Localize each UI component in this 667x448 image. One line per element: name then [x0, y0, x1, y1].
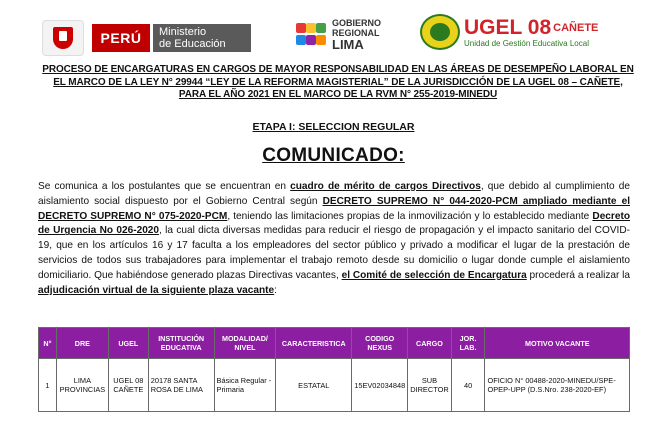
- table-header-cell: N°: [39, 328, 57, 359]
- table-cell: OFICIO N° 00488-2020-MINEDU/SPE-OPEP-UPP (D.S.Nro. 238-2020-EF): [485, 359, 630, 412]
- gobierno-regional-logo: [296, 18, 381, 51]
- table-cell: ESTATAL: [276, 359, 352, 412]
- ugel-text: [464, 17, 598, 48]
- body-bold-1: cuadro de mérito de cargos Directivos: [290, 181, 481, 192]
- table-cell: UGEL 08 CAÑETE: [108, 359, 148, 412]
- etapa-title: ETAPA I: SELECCION REGULAR: [252, 121, 415, 133]
- table-header-cell: DRE: [56, 328, 108, 359]
- table-row: [39, 359, 630, 412]
- body-bold-2: DECRETO SUPREMO N° 044-2020-PCM ampliado mediante el DECRETO SUPREMO N° 075-2020-PCM: [38, 195, 630, 222]
- gobierno-regional-icon: [296, 23, 326, 47]
- table-header-cell: CARGO: [408, 328, 451, 359]
- table-cell: Básica Regular - Primaria: [214, 359, 276, 412]
- table-cell: SUB DIRECTOR: [408, 359, 451, 412]
- body-text-4: , la cual dicta diversas medidas para reducir el riesgo de propagación y el impacto sanitario del COVID-19, que en los artículos 16 y 17 faculta a los empleadores del sector público y privado a modificar el lugar de la prestación de servicios de todos sus trabajadores para implementar el trabajo remoto desde su domicilio o lugar donde cumple el aislamiento domiciliario. Que habiéndose generado plazas Directivas vacantes,: [38, 225, 631, 281]
- table-cell: 1: [39, 359, 57, 412]
- ugel-title-main: UGEL 08: [464, 15, 552, 39]
- comunicado-title: COMUNICADO:: [262, 145, 405, 166]
- header-logos: [0, 0, 667, 60]
- table-header-cell: UGEL: [108, 328, 148, 359]
- body-paragraph: [38, 180, 630, 298]
- table-cell: LIMA PROVINCIAS: [56, 359, 108, 412]
- body-text-3: , teniendo las limitaciones propias de la inmovilización y lo establecido mediante: [227, 210, 593, 222]
- ugel-logo: [420, 14, 598, 50]
- ministerio-line1: Ministerio: [159, 26, 207, 38]
- vacancy-table: [38, 327, 630, 412]
- table-header-row: [39, 328, 630, 359]
- ugel-seal-icon: [420, 14, 460, 50]
- ministerio-label: [153, 24, 251, 52]
- ugel-subtitle: Unidad de Gestión Educativa Local: [464, 38, 589, 48]
- table-cell: 15EV02034848: [352, 359, 408, 412]
- table-cell: 20178 SANTA ROSA DE LIMA: [148, 359, 214, 412]
- body-text-2: , que debido al cumplimiento de aislamiento social dispuesto por el Gobierno Central según: [38, 181, 630, 207]
- body-text-5: procederá a realizar la: [526, 269, 631, 281]
- gobierno-line2: REGIONAL: [332, 28, 380, 38]
- table-header-cell: MOTIVO VACANTE: [485, 328, 630, 359]
- ugel-title-suffix: CAÑETE: [553, 21, 599, 34]
- document-heading: PROCESO DE ENCARGATURAS EN CARGOS DE MAYOR RESPONSABILIDAD EN LAS ÁREAS DE DESEMPEÑO LABORAL EN EL MARCO DE LA LEY N° 29944 “LEY DE LA REFORMA MAGISTERIAL” DE LA JURISDICCIÓN DE LA UGEL 08 – CAÑETE, PARA EL AÑO 2021 EN EL MARCO DE LA RVM N° 255-2019-MINEDU: [42, 64, 634, 100]
- body-bold-5: adjudicación virtual de la siguiente plaza vacante: [38, 284, 275, 296]
- table-header-cell: CODIGO NEXUS: [352, 328, 408, 359]
- table-header-cell: JOR. LAB.: [451, 328, 485, 359]
- gobierno-line3: LIMA: [332, 37, 364, 52]
- table-cell: 40: [451, 359, 485, 412]
- body-text-1: Se comunica a los postulantes que se encuentran en: [38, 181, 291, 192]
- gobierno-line1: GOBIERNO: [332, 18, 382, 28]
- ministerio-line2: de Educación: [159, 38, 226, 50]
- coat-of-arms-icon: [42, 20, 84, 56]
- body-bold-3: Decreto de Urgencia No 026-2020: [38, 210, 630, 237]
- minedu-logo: [42, 20, 251, 56]
- table-header-cell: INSTITUCIÓN EDUCATIVA: [148, 328, 214, 359]
- gobierno-regional-text: [332, 18, 381, 51]
- table-header-cell: MODALIDAD/ NIVEL: [214, 328, 276, 359]
- body-text-6: :: [274, 284, 277, 296]
- table-header-cell: CARACTERISTICA: [276, 328, 352, 359]
- peru-label: PERÚ: [92, 24, 150, 52]
- ugel-title: [464, 17, 598, 39]
- body-bold-4: el Comité de selección de Encargatura: [341, 269, 527, 281]
